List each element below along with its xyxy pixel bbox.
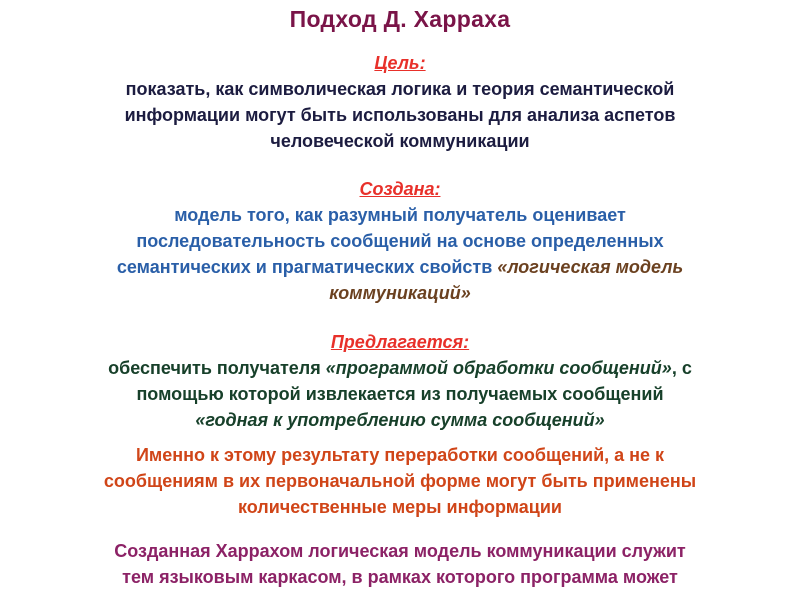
created-line xyxy=(0,254,800,280)
goal-heading: Цель: xyxy=(374,53,426,73)
result-line: Именно к этому результату переработки сообщений, а не к xyxy=(135,445,665,465)
created-line: модель того, как разумный получатель оценивает xyxy=(174,205,626,225)
goal-line: человеческой коммуникации xyxy=(270,131,530,151)
created-section xyxy=(0,176,800,306)
goal-section xyxy=(0,50,800,154)
created-heading: Создана: xyxy=(359,179,441,199)
proposed-line xyxy=(0,355,800,381)
slide-title: Подход Д. Харраха xyxy=(289,6,511,32)
logical-model-term-end: коммуникаций» xyxy=(329,283,471,303)
usable-sum-term: «годная к употреблению сумма сообщений» xyxy=(195,410,605,430)
result-line: сообщениям в их первоначальной форме могут быть применены xyxy=(103,471,697,491)
created-plain-text: семантических и прагматических свойств xyxy=(116,257,498,277)
proposed-tail-text: , с xyxy=(671,358,692,378)
goal-line: информации могут быть использованы для анализа аспетов xyxy=(124,105,676,125)
result-section xyxy=(0,442,800,520)
proposed-plain-text: обеспечить получателя xyxy=(108,358,326,378)
logical-model-term: «логическая модель xyxy=(497,257,684,277)
conclusion-section xyxy=(0,538,800,590)
proposed-heading: Предлагается: xyxy=(330,332,470,352)
result-line: количественные меры информации xyxy=(237,497,563,517)
proposed-line: помощью которой извлекается из получаемых сообщений xyxy=(136,384,664,404)
proposed-section xyxy=(0,329,800,433)
goal-line: показать, как символическая логика и теория семантической xyxy=(125,79,675,99)
program-term: «программой обработки сообщений» xyxy=(325,358,672,378)
conclusion-line: Созданная Харрахом логическая модель коммуникации служит xyxy=(114,541,686,561)
created-line: последовательность сообщений на основе определенных xyxy=(136,231,664,251)
conclusion-line: тем языковым каркасом, в рамках которого программа может xyxy=(122,567,678,587)
